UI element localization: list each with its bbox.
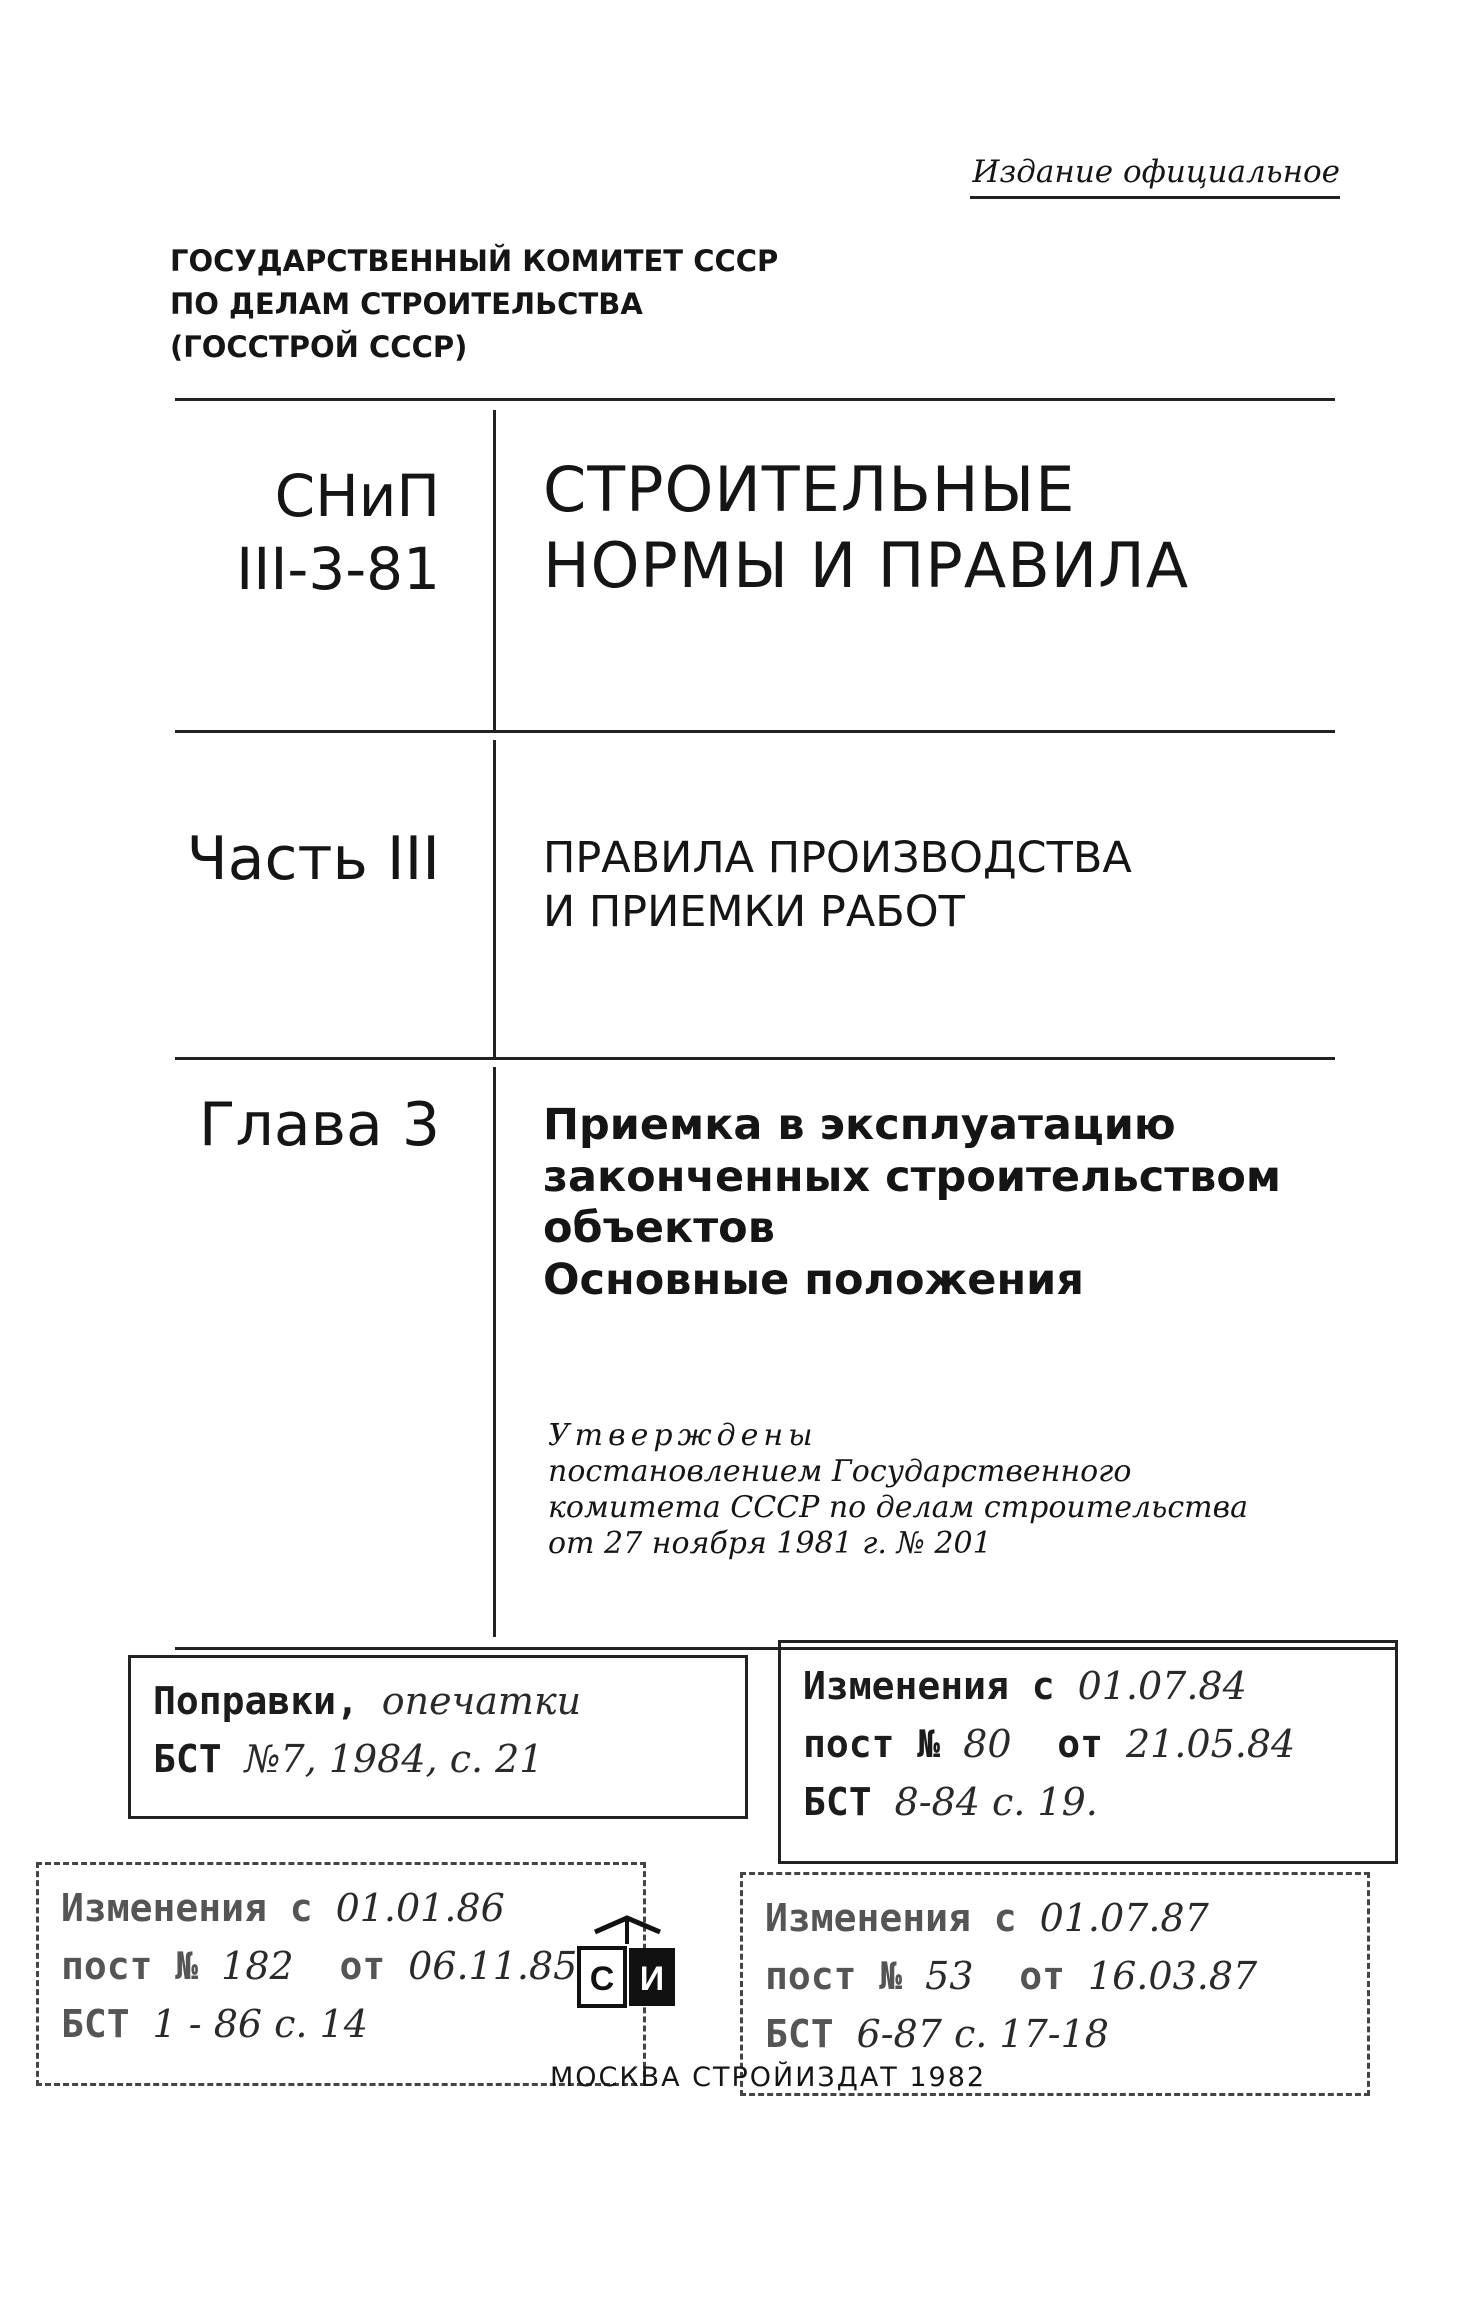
committee-line: ПО ДЕЛАМ СТРОИТЕЛЬСТВА xyxy=(170,287,643,321)
chapter-title-line: объектов xyxy=(543,1203,775,1254)
chapter-title-line: законченных строительством xyxy=(543,1151,1282,1202)
stamp-print-text: БСТ xyxy=(765,2012,834,2056)
stamp-print-text: пост № xyxy=(61,1944,199,1988)
stamp-handwritten-text: 1 - 86 с. 14 xyxy=(152,2002,368,2046)
column-divider xyxy=(493,1067,496,1637)
snip-code-number: III-3-81 xyxy=(236,534,440,603)
stamp-handwritten-text: 06.11.85 xyxy=(408,1944,578,1988)
change-stamp-1986 xyxy=(36,1862,646,2086)
committee-line: (ГОССТРОЙ СССР) xyxy=(170,330,468,364)
part-title-line: ПРАВИЛА ПРОИЗВОДСТВА xyxy=(543,833,1132,883)
column-divider xyxy=(493,410,496,730)
stamp-handwritten-text: 182 xyxy=(221,1944,294,1988)
chapter-label: Глава 3 xyxy=(198,1090,440,1160)
committee-line: ГОСУДАРСТВЕННЫЙ КОМИТЕТ СССР xyxy=(170,244,779,278)
stamp-print-text: от xyxy=(339,1944,386,1988)
stamp-handwritten-text: 53 xyxy=(925,1954,974,1998)
stamp-print-text: пост № xyxy=(765,1954,903,1998)
stamp-handwritten-text: 01.07.84 xyxy=(1077,1664,1247,1708)
approval-line: от 27 ноября 1981 г. № 201 xyxy=(548,1526,992,1561)
approval-heading: Утверждены xyxy=(548,1418,818,1453)
chapter-title-line: Основные положения xyxy=(543,1254,1084,1305)
part-title xyxy=(543,832,1132,940)
part-title-line: И ПРИЕМКИ РАБОТ xyxy=(543,886,965,937)
divider xyxy=(175,730,1335,733)
snip-code xyxy=(170,460,440,605)
official-edition-label: Издание официальное xyxy=(970,154,1340,199)
stamp-handwritten-text: 8-84 с. 19. xyxy=(894,1780,1098,1824)
chapter-title-line: Приемка в эксплуатацию xyxy=(543,1100,1176,1150)
change-stamp-1984 xyxy=(778,1640,1398,1864)
document-title-line: НОРМЫ И ПРАВИЛА xyxy=(543,528,1190,602)
approval-note xyxy=(548,1418,1248,1562)
stamp-print-text: от xyxy=(1057,1722,1104,1766)
publisher-logo xyxy=(565,1914,690,2024)
stamp-print-text: Изменения с xyxy=(765,1896,1017,1940)
stamp-handwritten-text: 6-87 с. 17-18 xyxy=(856,2012,1109,2056)
stamp-handwritten-text: 16.03.87 xyxy=(1087,1954,1258,1998)
stamp-print-text: БСТ xyxy=(61,2002,130,2046)
approval-line: постановлением Государственного xyxy=(548,1454,1132,1489)
stamp-print-text: Изменения с xyxy=(61,1886,313,1930)
approval-line: комитета СССР по делам строительства xyxy=(548,1490,1248,1525)
logo-letter: И xyxy=(639,1960,665,1998)
snip-code-label: СНиП xyxy=(274,462,440,530)
stamp-print-text: БСТ xyxy=(803,1780,872,1824)
logo-letter: С xyxy=(589,1960,615,1998)
stamp-handwritten-text: 21.05.84 xyxy=(1125,1722,1296,1766)
divider xyxy=(175,398,1335,401)
stroyizdat-logo-icon xyxy=(565,1914,690,2024)
document-title xyxy=(543,452,1189,603)
document-title-line: СТРОИТЕЛЬНЫЕ xyxy=(543,453,1076,526)
committee-name xyxy=(170,240,778,369)
stamp-handwritten-text: 01.07.87 xyxy=(1039,1896,1209,1940)
correction-stamp xyxy=(128,1655,748,1819)
stamp-print-text: Поправки, xyxy=(153,1679,359,1723)
publisher-footer: МОСКВА СТРОЙИЗДАТ 1982 xyxy=(550,2062,987,2093)
part-label: Часть III xyxy=(186,824,440,894)
chapter-title xyxy=(543,1100,1281,1306)
column-divider xyxy=(493,740,496,1057)
stamp-print-text: от xyxy=(1019,1954,1066,1998)
stamp-print-text: Изменения с xyxy=(803,1664,1055,1708)
stamp-handwritten-text: опечатки xyxy=(381,1679,582,1723)
stamp-handwritten-text: 80 xyxy=(963,1722,1012,1766)
stamp-print-text: БСТ xyxy=(153,1737,222,1781)
stamp-handwritten-text: 01.01.86 xyxy=(335,1886,505,1930)
stamp-print-text: пост № xyxy=(803,1722,941,1766)
stamp-handwritten-text: №7, 1984, с. 21 xyxy=(244,1737,544,1781)
divider xyxy=(175,1057,1335,1060)
